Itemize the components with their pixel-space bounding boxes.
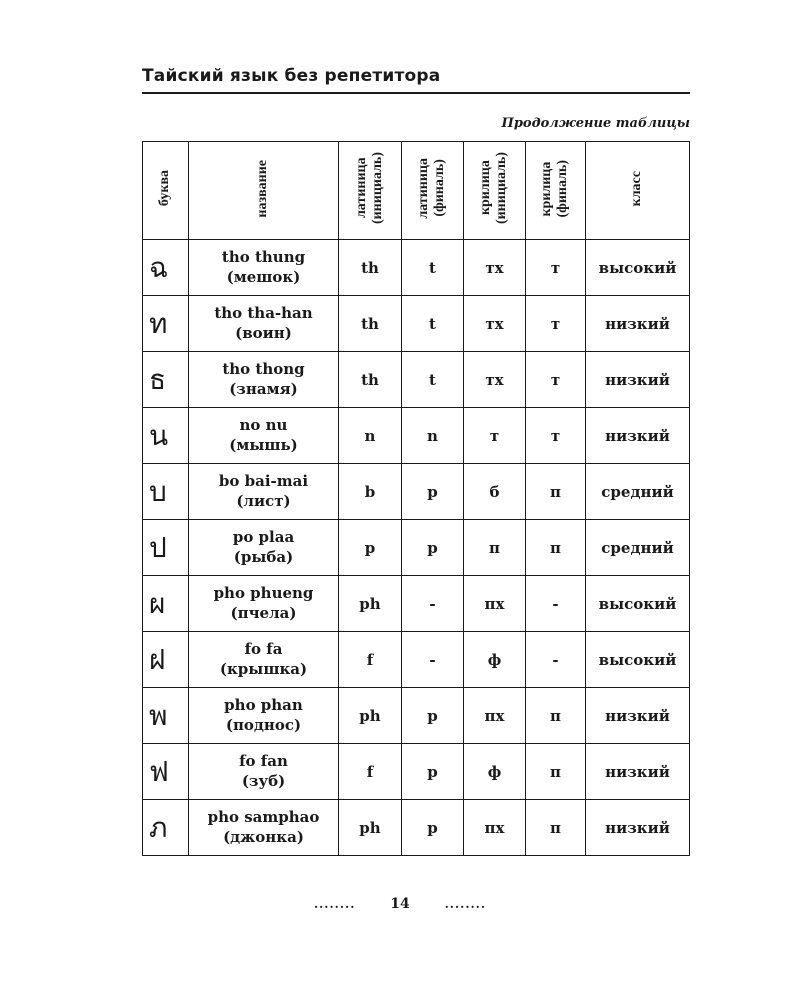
latin-final-cell: p — [402, 800, 464, 856]
latin-final-cell: n — [402, 408, 464, 464]
latin-initial-cell: ph — [339, 800, 402, 856]
thai-letter-cell: ภ — [143, 800, 189, 856]
table-row — [143, 352, 690, 408]
cyrillic-final-cell: п — [526, 744, 586, 800]
letter-name-meaning: (мешок) — [226, 267, 301, 286]
thai-alphabet-table — [142, 141, 690, 856]
cyrillic-initial-cell: тх — [464, 240, 526, 296]
latin-final-cell: t — [402, 240, 464, 296]
table-header-row — [143, 142, 690, 240]
thai-letter-cell: ฟ — [143, 744, 189, 800]
cyrillic-initial-cell: б — [464, 464, 526, 520]
letter-class-cell: средний — [586, 520, 690, 576]
letter-class-cell: низкий — [586, 408, 690, 464]
table-row — [143, 744, 690, 800]
cyrillic-initial-cell: п — [464, 520, 526, 576]
letter-class-cell: высокий — [586, 576, 690, 632]
latin-final-cell: p — [402, 744, 464, 800]
table-continuation-note: Продолжение таблицы — [501, 116, 690, 131]
latin-initial-cell: p — [339, 520, 402, 576]
latin-final-cell: t — [402, 296, 464, 352]
thai-letter-cell: ธ — [143, 352, 189, 408]
letter-name-cell — [189, 464, 339, 520]
letter-name-cell — [189, 800, 339, 856]
latin-initial-cell: th — [339, 240, 402, 296]
letter-name-meaning: (пчела) — [230, 603, 297, 622]
table-row — [143, 520, 690, 576]
letter-class-cell: низкий — [586, 296, 690, 352]
letter-name-meaning: (знамя) — [229, 379, 298, 398]
letter-name-cell — [189, 352, 339, 408]
letter-name-meaning: (крышка) — [219, 659, 308, 678]
thai-letter-cell: น — [143, 408, 189, 464]
cyrillic-initial-cell: пх — [464, 576, 526, 632]
table-row — [143, 464, 690, 520]
column-header-latin-final: латиница (финаль) — [402, 142, 464, 240]
column-header-cyrillic-final: крилица (финаль) — [526, 142, 586, 240]
latin-final-cell: p — [402, 464, 464, 520]
letter-name-latin: pho phueng — [213, 584, 314, 602]
table-row — [143, 576, 690, 632]
letter-name-latin: bo bai-mai — [218, 472, 309, 490]
letter-name-meaning: (мышь) — [229, 435, 298, 454]
latin-initial-cell: th — [339, 352, 402, 408]
letter-name-meaning: (воин) — [235, 323, 292, 342]
letter-name-meaning: (джонка) — [223, 827, 304, 846]
footer-dots-left: ........ — [313, 897, 356, 911]
letter-name-cell — [189, 632, 339, 688]
cyrillic-initial-cell: пх — [464, 688, 526, 744]
letter-class-cell: низкий — [586, 800, 690, 856]
running-header — [142, 64, 690, 94]
column-header-latin-initial: латиница (инициаль) — [339, 142, 402, 240]
letter-name-latin: po plaa — [232, 528, 295, 546]
cyrillic-final-cell: - — [526, 632, 586, 688]
cyrillic-final-cell: п — [526, 800, 586, 856]
latin-final-cell: - — [402, 576, 464, 632]
letter-name-latin: fo fa — [244, 640, 283, 658]
thai-letter-cell: ป — [143, 520, 189, 576]
letter-class-cell: низкий — [586, 352, 690, 408]
table-row — [143, 688, 690, 744]
thai-letter-cell: ฉ — [143, 240, 189, 296]
letter-class-cell: высокий — [586, 632, 690, 688]
latin-final-cell: t — [402, 352, 464, 408]
latin-initial-cell: f — [339, 632, 402, 688]
table-row — [143, 800, 690, 856]
cyrillic-initial-cell: тх — [464, 296, 526, 352]
letter-class-cell: высокий — [586, 240, 690, 296]
letter-class-cell: средний — [586, 464, 690, 520]
column-header-name: название — [189, 142, 339, 240]
table-row — [143, 296, 690, 352]
letter-name-latin: no nu — [239, 416, 288, 434]
letter-name-latin: fo fan — [239, 752, 288, 770]
latin-initial-cell: b — [339, 464, 402, 520]
letter-class-cell: низкий — [586, 688, 690, 744]
table-row — [143, 240, 690, 296]
latin-initial-cell: th — [339, 296, 402, 352]
cyrillic-initial-cell: ф — [464, 744, 526, 800]
column-header-letter: буква — [143, 142, 189, 240]
letter-name-cell — [189, 576, 339, 632]
table-row — [143, 632, 690, 688]
cyrillic-final-cell: т — [526, 408, 586, 464]
letter-name-cell — [189, 408, 339, 464]
cyrillic-initial-cell: т — [464, 408, 526, 464]
cyrillic-final-cell: п — [526, 520, 586, 576]
thai-letter-cell: ฝ — [143, 632, 189, 688]
cyrillic-final-cell: т — [526, 352, 586, 408]
latin-initial-cell: n — [339, 408, 402, 464]
thai-letter-cell: บ — [143, 464, 189, 520]
column-header-class: класс — [586, 142, 690, 240]
table-row — [143, 408, 690, 464]
thai-letter-cell: พ — [143, 688, 189, 744]
letter-name-latin: tho tha-han — [214, 304, 313, 322]
cyrillic-initial-cell: тх — [464, 352, 526, 408]
letter-name-latin: pho samphao — [207, 808, 320, 826]
thai-letter-cell: ท — [143, 296, 189, 352]
cyrillic-final-cell: п — [526, 688, 586, 744]
letter-name-meaning: (рыба) — [233, 547, 294, 566]
page-number: 14 — [390, 896, 410, 912]
letter-name-cell — [189, 296, 339, 352]
cyrillic-initial-cell: пх — [464, 800, 526, 856]
cyrillic-final-cell: п — [526, 464, 586, 520]
cyrillic-final-cell: т — [526, 240, 586, 296]
letter-class-cell: низкий — [586, 744, 690, 800]
letter-name-meaning: (поднос) — [225, 715, 302, 734]
page-footer — [0, 896, 800, 912]
book-title: Тайский язык без репетитора — [142, 66, 441, 86]
cyrillic-final-cell: т — [526, 296, 586, 352]
letter-name-latin: pho phan — [224, 696, 303, 714]
footer-dots-right: ........ — [444, 897, 487, 911]
cyrillic-final-cell: - — [526, 576, 586, 632]
letter-name-meaning: (лист) — [236, 491, 291, 510]
latin-final-cell: - — [402, 632, 464, 688]
letter-name-latin: tho thong — [222, 360, 305, 378]
letter-name-cell — [189, 240, 339, 296]
latin-final-cell: p — [402, 520, 464, 576]
latin-initial-cell: ph — [339, 576, 402, 632]
latin-final-cell: p — [402, 688, 464, 744]
letter-name-cell — [189, 744, 339, 800]
letter-name-cell — [189, 688, 339, 744]
latin-initial-cell: f — [339, 744, 402, 800]
latin-initial-cell: ph — [339, 688, 402, 744]
cyrillic-initial-cell: ф — [464, 632, 526, 688]
letter-name-meaning: (зуб) — [241, 771, 286, 790]
letter-name-latin: tho thung — [221, 248, 306, 266]
thai-letter-cell: ผ — [143, 576, 189, 632]
table-body — [143, 240, 690, 856]
letter-name-cell — [189, 520, 339, 576]
column-header-cyrillic-initial: крилица (инициаль) — [464, 142, 526, 240]
